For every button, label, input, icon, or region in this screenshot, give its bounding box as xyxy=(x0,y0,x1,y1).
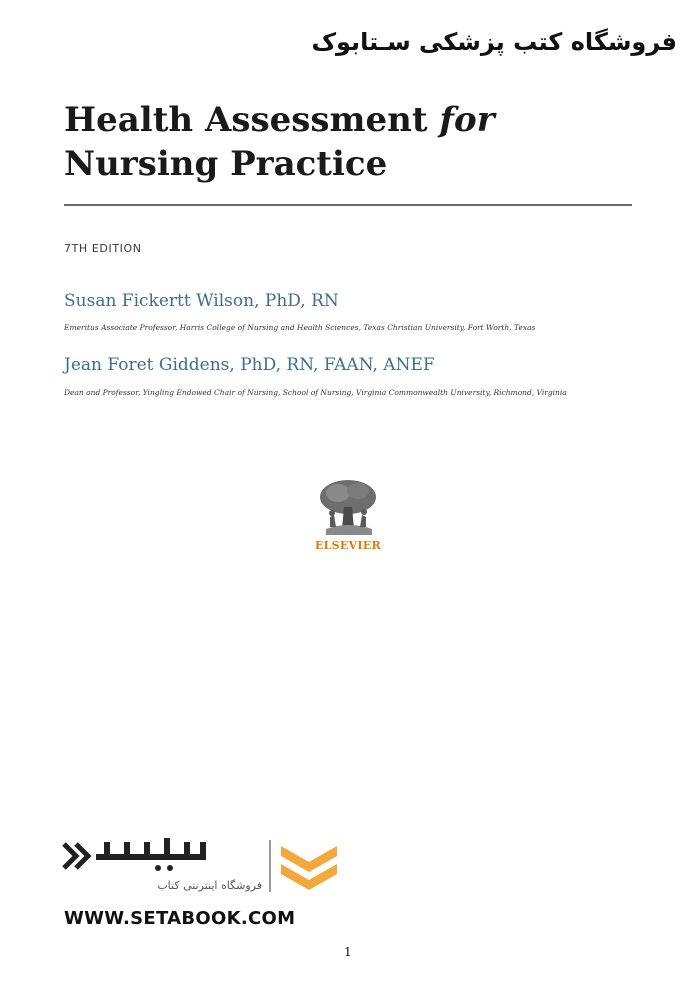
edition-label: 7TH EDITION xyxy=(64,242,142,255)
author-affiliation: Emeritus Associate Professor, Harris College of Nursing and Health Sciences, Texas Christian University, Fort Worth, Texas xyxy=(64,323,536,332)
tree-logo-icon xyxy=(316,477,380,537)
title-part-2: Nursing Practice xyxy=(64,144,388,184)
shop-banner: فروشگاه کتب پزشکی سـتابوک xyxy=(311,28,677,56)
title-part-1: Health Assessment xyxy=(64,100,440,140)
page-number: 1 xyxy=(344,945,352,959)
author-affiliation: Dean and Professor, Yingling Endowed Chair of Nursing, School of Nursing, Virginia Commonwealth University, Richmond, Virginia xyxy=(64,388,567,397)
publisher-logo xyxy=(312,477,384,555)
title-divider xyxy=(64,204,632,206)
publisher-name: ELSEVIER xyxy=(314,539,382,552)
seller-website-url: WWW.SETABOOK.COM xyxy=(64,908,296,929)
author-name: Susan Fickertt Wilson, PhD, RN xyxy=(64,291,339,311)
book-title xyxy=(64,98,644,186)
title-for: for xyxy=(439,100,495,140)
author-name: Jean Foret Giddens, PhD, RN, FAAN, ANEF xyxy=(64,355,435,375)
seller-wordmark xyxy=(60,836,210,876)
seller-logo-divider xyxy=(269,840,271,892)
seller-logo xyxy=(60,836,300,896)
seller-tagline: فروشگاه اینترنتی کتاب xyxy=(157,879,262,892)
double-chevron-icon xyxy=(279,842,339,892)
